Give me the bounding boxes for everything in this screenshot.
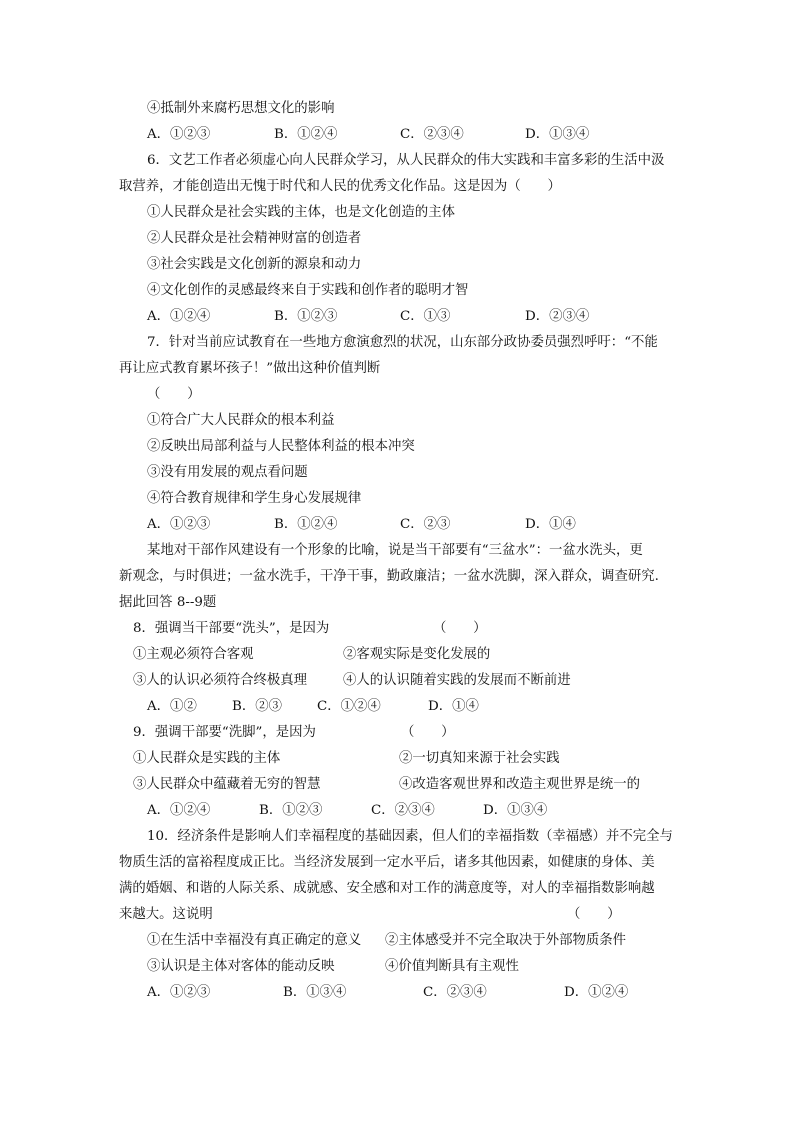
q10-answer-paren: （ ） bbox=[567, 907, 621, 922]
q8-item-4: ④人的认识随着实践的发展而不断前进 bbox=[343, 673, 571, 688]
q10-option-a: A．①②③ bbox=[147, 985, 211, 1000]
q7-item-2: ②反映出局部利益与人民整体利益的根本冲突 bbox=[147, 439, 415, 454]
q9-item-1: ①人民群众是实践的主体 bbox=[133, 751, 281, 766]
q10-stem-line-1: 10．经济条件是影响人们幸福程度的基础因素，但人们的幸福指数（幸福感）并不完全与 bbox=[147, 829, 673, 844]
q7-stem-line-2: 再让应式教育累坏孩子！”做出这种价值判断 bbox=[119, 361, 381, 376]
q10-item-1: ①在生活中幸福没有真正确定的意义 bbox=[147, 933, 362, 948]
prev-question-option-d: D．①③④ bbox=[525, 127, 590, 142]
prev-question-option-a: A．①②③ bbox=[147, 127, 211, 142]
q9-answer-paren: （ ） bbox=[401, 725, 455, 740]
q10-option-c: C．②③④ bbox=[423, 985, 487, 1000]
prev-question-item-4: ④抵制外来腐朽思想文化的影响 bbox=[147, 101, 335, 116]
q7-option-a: A．①②③ bbox=[147, 517, 211, 532]
q7-option-c: C．②③ bbox=[400, 517, 451, 532]
q9-option-b: B．①②③ bbox=[259, 803, 323, 818]
q7-item-3: ③没有用发展的观点看问题 bbox=[147, 465, 308, 480]
passage-line-3: 据此回答 8--9题 bbox=[119, 595, 217, 610]
q7-option-b: B．①②④ bbox=[274, 517, 338, 532]
q10-option-d: D．①②④ bbox=[564, 985, 629, 1000]
q6-item-4: ④文化创作的灵感最终来自于实践和创作者的聪明才智 bbox=[147, 283, 469, 298]
q6-stem-line-2: 取营养，才能创造出无愧于时代和人民的优秀文化作品。这是因为（ ） bbox=[119, 179, 561, 194]
q8-option-d: D．①④ bbox=[428, 699, 479, 714]
q7-item-4: ④符合教育规律和学生身心发展规律 bbox=[147, 491, 362, 506]
passage-line-1: 某地对干部作风建设有一个形象的比喻，说是当干部要有“三盆水”：一盆水洗头，更 bbox=[147, 543, 643, 558]
q7-stem-line-1: 7．针对当前应试教育在一些地方愈演愈烈的状况，山东部分政协委员强烈呼吁：“不能 bbox=[147, 335, 658, 350]
q6-stem-line-1: 6．文艺工作者必须虚心向人民群众学习，从人民群众的伟大实践和丰富多彩的生活中汲 bbox=[147, 153, 665, 168]
q9-item-4: ④改造客观世界和改造主观世界是统一的 bbox=[399, 777, 641, 792]
q10-item-4: ④价值判断具有主观性 bbox=[385, 959, 519, 974]
q8-item-2: ②客观实际是变化发展的 bbox=[343, 647, 491, 662]
prev-question-option-c: C．②③④ bbox=[400, 127, 464, 142]
passage-line-2: 新观念，与时俱进；一盆水洗手，干净干事，勤政廉洁；一盆水洗脚，深入群众，调查研究. bbox=[119, 569, 659, 584]
q10-option-b: B．①③④ bbox=[283, 985, 347, 1000]
q9-item-3: ③人民群众中蕴藏着无穷的智慧 bbox=[133, 777, 321, 792]
q8-option-b: B．②③ bbox=[232, 699, 283, 714]
q8-item-3: ③人的认识必须符合终极真理 bbox=[133, 673, 308, 688]
q7-item-1: ①符合广大人民群众的根本利益 bbox=[147, 413, 335, 428]
q8-answer-paren: （ ） bbox=[433, 621, 487, 636]
q10-stem-line-4: 来越大。这说明 bbox=[119, 907, 213, 922]
q6-option-a: A．①②④ bbox=[147, 309, 211, 324]
q8-item-1: ①主观必须符合客观 bbox=[133, 647, 254, 662]
q8-stem: 8．强调当干部要“洗头”，是因为 bbox=[133, 621, 330, 636]
q7-option-d: D．①④ bbox=[525, 517, 576, 532]
q6-option-b: B．①②③ bbox=[274, 309, 338, 324]
q9-option-a: A．①②④ bbox=[147, 803, 211, 818]
q8-option-a: A．①② bbox=[147, 699, 197, 714]
q9-option-c: C．②③④ bbox=[371, 803, 435, 818]
q9-item-2: ②一切真知来源于社会实践 bbox=[399, 751, 560, 766]
q9-stem: 9．强调干部要“洗脚”，是因为 bbox=[133, 725, 316, 740]
q10-stem-line-3: 满的婚姻、和谐的人际关系、成就感、安全感和对工作的满意度等，对人的幸福指数影响越 bbox=[119, 881, 655, 896]
q10-stem-line-2: 物质生活的富裕程度成正比。当经济发展到一定水平后，诸多其他因素，如健康的身体、美 bbox=[119, 855, 655, 870]
q10-item-3: ③认识是主体对客体的能动反映 bbox=[147, 959, 335, 974]
q6-item-3: ③社会实践是文化创新的源泉和动力 bbox=[147, 257, 362, 272]
q6-option-d: D．②③④ bbox=[525, 309, 590, 324]
q10-item-2: ②主体感受并不完全取决于外部物质条件 bbox=[385, 933, 627, 948]
q7-answer-paren: （ ） bbox=[147, 387, 201, 402]
q6-option-c: C．①③ bbox=[400, 309, 451, 324]
q8-option-c: C．①②④ bbox=[317, 699, 381, 714]
q9-option-d: D．①③④ bbox=[483, 803, 548, 818]
q6-item-2: ②人民群众是社会精神财富的创造者 bbox=[147, 231, 362, 246]
q6-item-1: ①人民群众是社会实践的主体，也是文化创造的主体 bbox=[147, 205, 455, 220]
prev-question-option-b: B．①②④ bbox=[274, 127, 338, 142]
